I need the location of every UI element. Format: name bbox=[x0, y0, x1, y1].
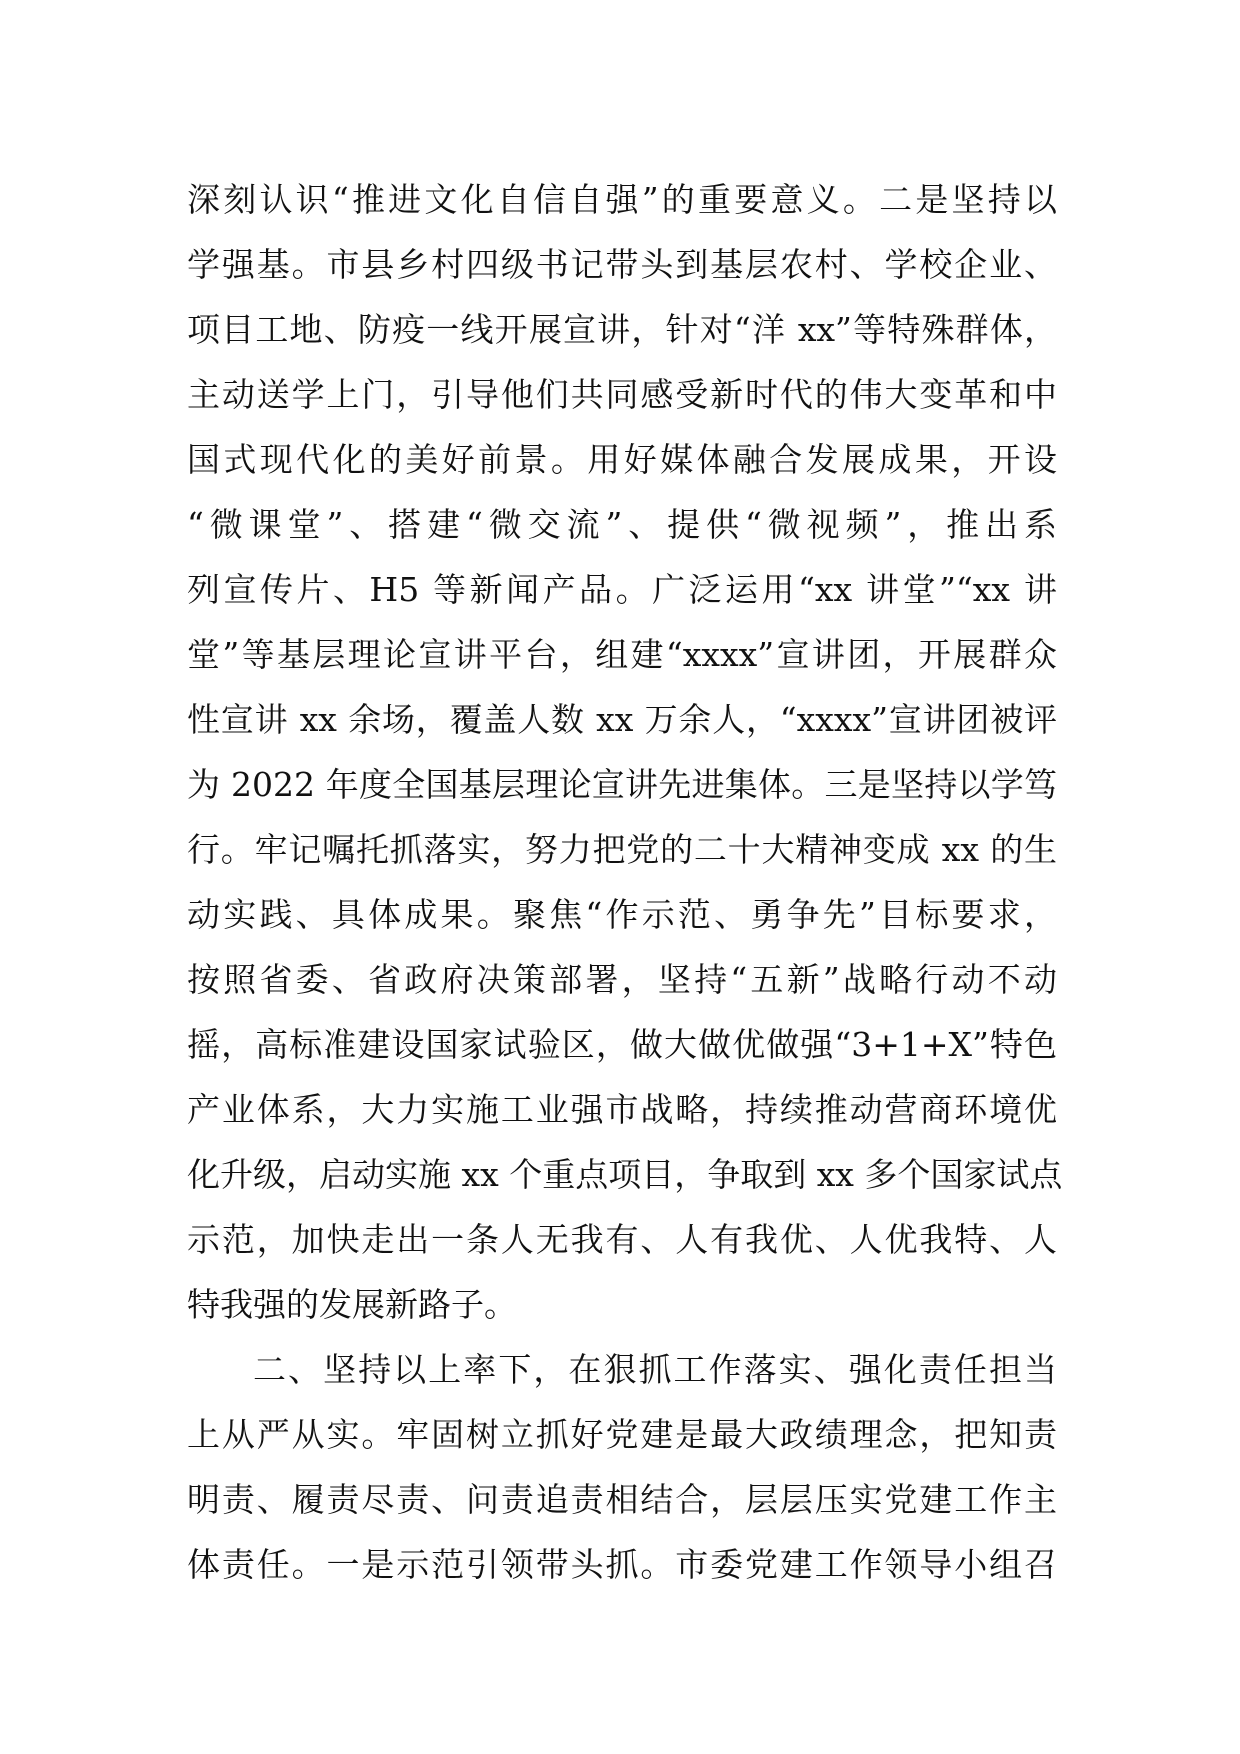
text-line: 深刻认识“推进文化自信自强”的重要意义。二是坚持以 bbox=[187, 180, 1057, 219]
text-line: 化升级，启动实施 xx 个重点项目，争取到 xx 多个国家试点 bbox=[187, 1155, 1063, 1194]
text-line: 性宣讲 xx 余场，覆盖人数 xx 万余人，“xxxx”宣讲团被评 bbox=[187, 700, 1057, 739]
text-line: 行。牢记嘱托抓落实，努力把党的二十大精神变成 xx 的生 bbox=[187, 830, 1057, 869]
document-body bbox=[187, 167, 1063, 1597]
text-line: 特我强的发展新路子。 bbox=[187, 1285, 517, 1324]
text-line: 国式现代化的美好前景。用好媒体融合发展成果，开设 bbox=[187, 440, 1057, 479]
text-line: 学强基。市县乡村四级书记带头到基层农村、学校企业、 bbox=[187, 245, 1057, 284]
text-line: 明责、履责尽责、问责追责相结合，层层压实党建工作主 bbox=[187, 1480, 1057, 1519]
text-line: 上从严从实。牢固树立抓好党建是最大政绩理念，把知责 bbox=[187, 1415, 1057, 1454]
section-heading-line: 二、坚持以上率下，在狠抓工作落实、强化责任担当 bbox=[253, 1350, 1057, 1389]
text-line: 体责任。一是示范引领带头抓。市委党建工作领导小组召 bbox=[187, 1545, 1057, 1584]
text-line: 主动送学上门，引导他们共同感受新时代的伟大变革和中 bbox=[187, 375, 1057, 414]
text-line: 摇，高标准建设国家试验区，做大做优做强“3+1+X”特色 bbox=[187, 1025, 1057, 1064]
text-line: 动实践、具体成果。聚焦“作示范、勇争先”目标要求， bbox=[187, 895, 1057, 934]
text-line: 项目工地、防疫一线开展宣讲，针对“洋 xx”等特殊群体， bbox=[187, 310, 1057, 349]
text-line: 产业体系，大力实施工业强市战略，持续推动营商环境优 bbox=[187, 1090, 1057, 1129]
text-line: 列宣传片、H5 等新闻产品。广泛运用“xx 讲堂”“xx 讲 bbox=[187, 570, 1057, 609]
text-line: 堂”等基层理论宣讲平台，组建“xxxx”宣讲团，开展群众 bbox=[187, 635, 1057, 674]
text-line: “微课堂”、搭建“微交流”、提供“微视频”，推出系 bbox=[187, 505, 1057, 544]
text-line: 按照省委、省政府决策部署，坚持“五新”战略行动不动 bbox=[187, 960, 1057, 999]
text-line: 示范，加快走出一条人无我有、人有我优、人优我特、人 bbox=[187, 1220, 1057, 1259]
text-line: 为 2022 年度全国基层理论宣讲先进集体。三是坚持以学笃 bbox=[187, 765, 1057, 804]
